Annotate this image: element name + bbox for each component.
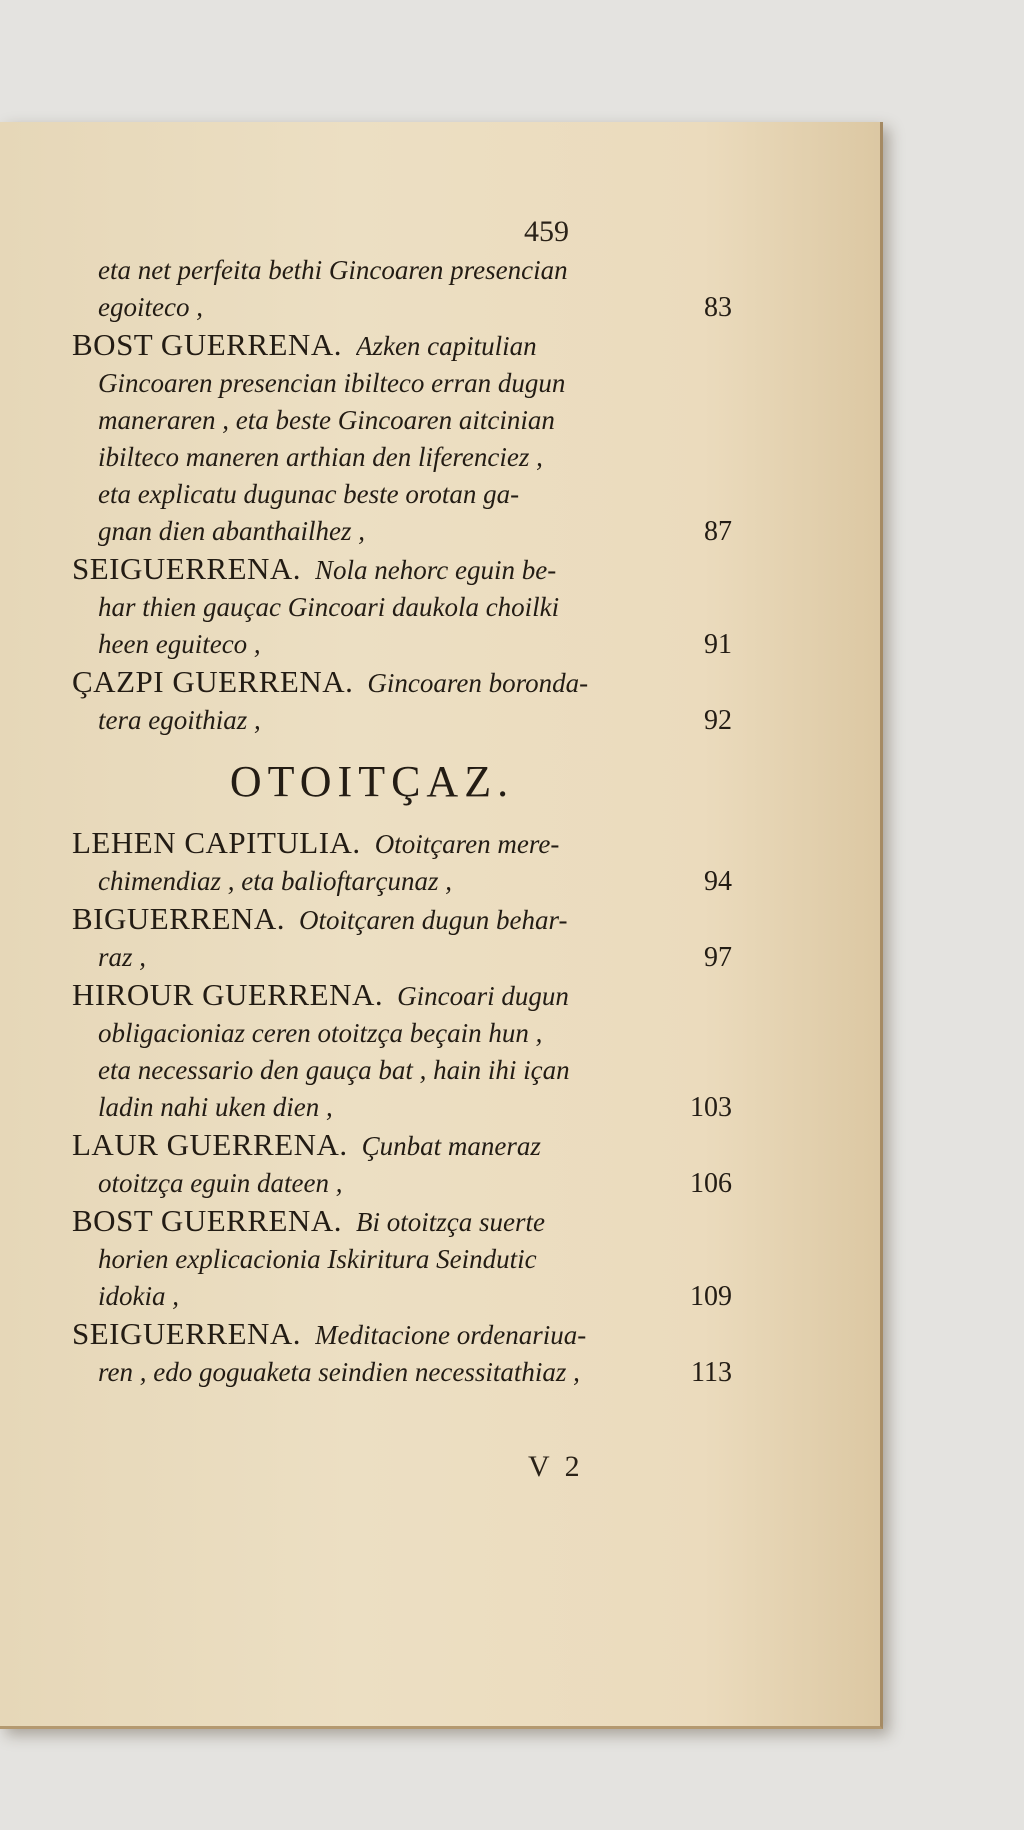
toc-line bbox=[72, 1165, 732, 1202]
chapter-description: gnan dien abanthailhez , bbox=[98, 516, 365, 546]
page-reference: 94 bbox=[704, 866, 732, 897]
page-reference: 91 bbox=[704, 629, 732, 660]
toc-line bbox=[72, 1126, 732, 1165]
chapter-description: chimendiaz , eta balioftarçunaz , bbox=[98, 866, 452, 896]
toc-line bbox=[72, 1354, 732, 1391]
chapter-description: eta explicatu dugunac beste orotan ga- bbox=[98, 479, 520, 509]
toc-line bbox=[72, 663, 732, 702]
toc-line bbox=[72, 976, 732, 1015]
table-of-contents bbox=[72, 252, 732, 1391]
chapter-description: Azken capitulian bbox=[355, 331, 537, 361]
chapter-description: eta necessario den gauça bat , hain ihi içan bbox=[98, 1055, 570, 1085]
chapter-heading: LEHEN CAPITULIA. bbox=[72, 825, 361, 860]
toc-line bbox=[72, 589, 732, 626]
chapter-description: ibilteco maneren arthian den liferenciez , bbox=[98, 442, 543, 472]
chapter-heading: SEIGUERRENA. bbox=[72, 551, 302, 586]
section-title: OTOITÇAZ. bbox=[229, 757, 515, 806]
chapter-description: Çunbat maneraz bbox=[361, 1131, 541, 1161]
chapter-description: Gincoaren boronda- bbox=[367, 668, 589, 698]
toc-line bbox=[72, 439, 732, 476]
toc-entry bbox=[72, 326, 732, 550]
page-reference: 103 bbox=[690, 1092, 732, 1123]
toc-line bbox=[72, 252, 732, 289]
toc-line bbox=[72, 1015, 732, 1052]
toc-line bbox=[72, 939, 732, 976]
toc-entries-after bbox=[72, 824, 732, 1391]
page-reference: 109 bbox=[690, 1281, 732, 1312]
toc-line bbox=[72, 824, 732, 863]
page-reference: 106 bbox=[690, 1168, 732, 1199]
chapter-heading: BOST GUERRENA. bbox=[72, 327, 342, 362]
chapter-heading: BIGUERRENA. bbox=[72, 901, 286, 936]
toc-entry bbox=[72, 550, 732, 663]
toc-line bbox=[72, 1315, 732, 1354]
toc-entry bbox=[72, 252, 732, 326]
toc-line bbox=[72, 1052, 732, 1089]
chapter-description: tera egoithiaz , bbox=[98, 705, 261, 735]
toc-line bbox=[72, 900, 732, 939]
toc-line bbox=[72, 326, 732, 365]
chapter-description: ren , edo goguaketa seindien necessitathiaz , bbox=[98, 1357, 580, 1387]
toc-entry bbox=[72, 1126, 732, 1202]
chapter-description: raz , bbox=[98, 942, 147, 972]
signature-mark: V 2 bbox=[528, 1450, 584, 1483]
toc-line bbox=[72, 702, 732, 739]
toc-entries-before bbox=[72, 252, 732, 739]
chapter-description: Otoitçaren dugun behar- bbox=[299, 905, 568, 935]
toc-line bbox=[72, 1278, 732, 1315]
chapter-heading: ÇAZPI GUERRENA. bbox=[72, 664, 354, 699]
chapter-heading: LAUR GUERRENA. bbox=[72, 1127, 348, 1162]
page-reference: 92 bbox=[704, 705, 732, 736]
chapter-description: har thien gauçac Gincoari daukola choilki bbox=[98, 592, 560, 622]
chapter-description: Otoitçaren mere- bbox=[374, 829, 560, 859]
page-reference: 97 bbox=[704, 942, 732, 973]
toc-entry bbox=[72, 1202, 732, 1315]
toc-line bbox=[72, 513, 732, 550]
toc-line bbox=[72, 1241, 732, 1278]
chapter-description: Bi otoitzça suerte bbox=[355, 1207, 545, 1237]
toc-line bbox=[72, 550, 732, 589]
toc-line bbox=[72, 626, 732, 663]
toc-entry bbox=[72, 663, 732, 739]
chapter-description: Gincoaren presencian ibilteco erran dugun bbox=[98, 368, 566, 398]
chapter-description: Meditacione ordenariua- bbox=[315, 1320, 587, 1350]
chapter-heading: BOST GUERRENA. bbox=[72, 1203, 342, 1238]
chapter-description: horien explicacionia Iskiritura Seindutic bbox=[98, 1244, 537, 1274]
page-reference: 83 bbox=[704, 292, 732, 323]
toc-line bbox=[72, 1089, 732, 1126]
page-number: 459 bbox=[524, 215, 569, 248]
toc-line bbox=[72, 402, 732, 439]
chapter-heading: HIROUR GUERRENA. bbox=[72, 977, 384, 1012]
chapter-description: Gincoari dugun bbox=[397, 981, 569, 1011]
chapter-description: obligacioniaz ceren otoitzça beçain hun , bbox=[98, 1018, 543, 1048]
toc-line bbox=[72, 476, 732, 513]
toc-entry bbox=[72, 976, 732, 1126]
toc-entry bbox=[72, 824, 732, 900]
toc-line bbox=[72, 365, 732, 402]
toc-line bbox=[72, 863, 732, 900]
page-reference: 113 bbox=[691, 1357, 732, 1388]
chapter-description: heen eguiteco , bbox=[98, 629, 261, 659]
chapter-description: maneraren , eta beste Gincoaren aitcinian bbox=[98, 405, 555, 435]
toc-entry bbox=[72, 1315, 732, 1391]
chapter-description: idokia , bbox=[98, 1281, 179, 1311]
chapter-description: otoitzça eguin dateen , bbox=[98, 1168, 343, 1198]
chapter-description: eta net perfeita bethi Gincoaren presencian bbox=[98, 255, 568, 285]
chapter-description: ladin nahi uken dien , bbox=[98, 1092, 333, 1122]
page-reference: 87 bbox=[704, 516, 732, 547]
toc-entry bbox=[72, 900, 732, 976]
chapter-description: Nola nehorc eguin be- bbox=[315, 555, 557, 585]
chapter-description: egoiteco , bbox=[98, 292, 203, 322]
toc-line bbox=[72, 1202, 732, 1241]
chapter-heading: SEIGUERRENA. bbox=[72, 1316, 302, 1351]
toc-line bbox=[72, 289, 732, 326]
